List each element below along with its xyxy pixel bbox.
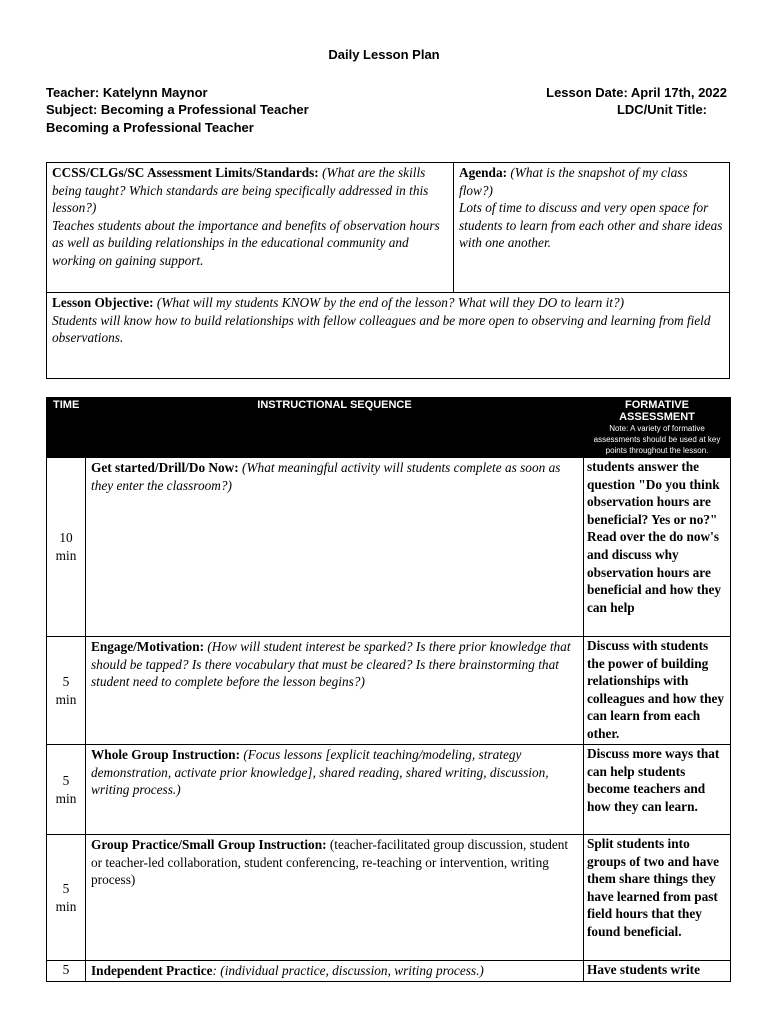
col-instruction-header: INSTRUCTIONAL SEQUENCE [86, 398, 584, 458]
objective-content: Students will know how to build relationships with fellow colleagues and be more open to observing and learning from field observations. [52, 312, 711, 346]
time-cell [47, 458, 86, 637]
instruction-cell [86, 637, 584, 745]
step-prompt: (What meaningful activity will students complete as soon as they enter the classroom?) [91, 460, 561, 493]
step-prompt: : (individual practice, discussion, writing process.) [212, 963, 484, 978]
time-unit: min [55, 898, 77, 914]
objective-label: Lesson Objective: [52, 295, 154, 310]
instruction-cell [86, 835, 584, 961]
step-prompt: (teacher-facilitated group discussion, student or teacher-led collaboration, student conferencing, re-teaching or intervention, writing process) [91, 837, 569, 888]
teacher-line: Teacher: Katelynn Maynor [46, 85, 208, 100]
subject-line: Subject: Becoming a Professional Teacher [46, 102, 309, 117]
assessment-header-title: FORMATIVE ASSESSMENT [619, 399, 695, 423]
assessment-cell: Discuss with students the power of building relationships with colleagues and how they can learn from each other. [584, 637, 731, 745]
agenda-content: Lots of time to discuss and very open space for students to learn from each other and share ideas with one another. [459, 200, 723, 251]
time-cell [47, 745, 86, 835]
col-time-header: TIME [47, 398, 86, 458]
time-unit: min [55, 691, 77, 707]
col-assessment-header [584, 398, 731, 458]
agenda-prompt: (What is the snapshot of my class flow?) [459, 165, 688, 198]
agenda-label: Agenda: [459, 165, 508, 180]
assessment-cell: Have students write [584, 961, 731, 982]
step-label: Whole Group Instruction: [91, 747, 240, 762]
step-prompt: (How will student interest be sparked? Is there prior knowledge that should be tapped? Is there vocabulary that must be cleared? Is there brainstorming that student need to complete before the lesson begins?) [91, 639, 571, 690]
step-label: Independent Practice [91, 963, 213, 978]
instructional-sequence-table [46, 397, 731, 982]
time-cell [47, 961, 86, 982]
assessment-cell: Discuss more ways that can help students become teachers and how they can learn. [584, 745, 731, 835]
page-title: Daily Lesson Plan [328, 47, 440, 62]
time-unit: min [55, 548, 77, 563]
step-prompt: (Focus lessons [explicit teaching/modeling, strategy demonstration, activate prior knowledge], shared reading, shared writing, discussion, writing process.) [91, 747, 549, 798]
table-row [47, 458, 731, 637]
time-value: 5 [62, 962, 70, 977]
instruction-cell [86, 458, 584, 637]
assessment-header-note: Note: A variety of formative assessments should be used at key points throughout the lesson. [593, 424, 721, 455]
standards-cell [47, 163, 454, 293]
instruction-cell [86, 961, 584, 982]
objective-cell [47, 293, 730, 379]
subject-line-cont: Becoming a Professional Teacher [46, 120, 254, 135]
lesson-date: Lesson Date: April 17th, 2022 [546, 85, 727, 100]
time-value: 5 [62, 772, 70, 788]
instruction-cell [86, 745, 584, 835]
assessment-cell: students answer the question "Do you think observation hours are beneficial? Yes or no?" Read over the do now's and discuss why observation hours are beneficial and how they can help [584, 458, 731, 637]
time-value: 5 [62, 673, 70, 689]
table-row [47, 835, 731, 961]
assessment-cell: Split students into groups of two and have them share things they have learned from past field hours that they found beneficial. [584, 835, 731, 961]
step-label: Get started/Drill/Do Now: [91, 460, 239, 475]
standards-label: CCSS/CLGs/SC Assessment Limits/Standards: [52, 165, 319, 180]
table-header-row [47, 398, 731, 458]
time-value: 5 [62, 880, 70, 896]
table-row [47, 961, 731, 982]
step-label: Engage/Motivation: [91, 639, 205, 654]
standards-box [46, 162, 730, 379]
table-row [47, 637, 731, 745]
time-cell [47, 835, 86, 961]
standards-content: Teaches students about the importance and benefits of observation hours as well as building relationships in the educational community and working on gaining support. [52, 217, 440, 268]
table-row [47, 745, 731, 835]
time-value: 10 [59, 530, 73, 546]
objective-prompt: (What will my students KNOW by the end of the lesson? What will they DO to learn it?) [156, 295, 625, 310]
ldc-unit-title: LDC/Unit Title: [616, 102, 707, 117]
time-unit: min [55, 790, 77, 806]
time-cell [47, 637, 86, 745]
agenda-cell [454, 163, 730, 293]
step-label: Group Practice/Small Group Instruction: [91, 837, 327, 852]
standards-prompt: (What are the skills being taught? Which standards are being specifically addressed in this lesson?) [52, 165, 429, 216]
